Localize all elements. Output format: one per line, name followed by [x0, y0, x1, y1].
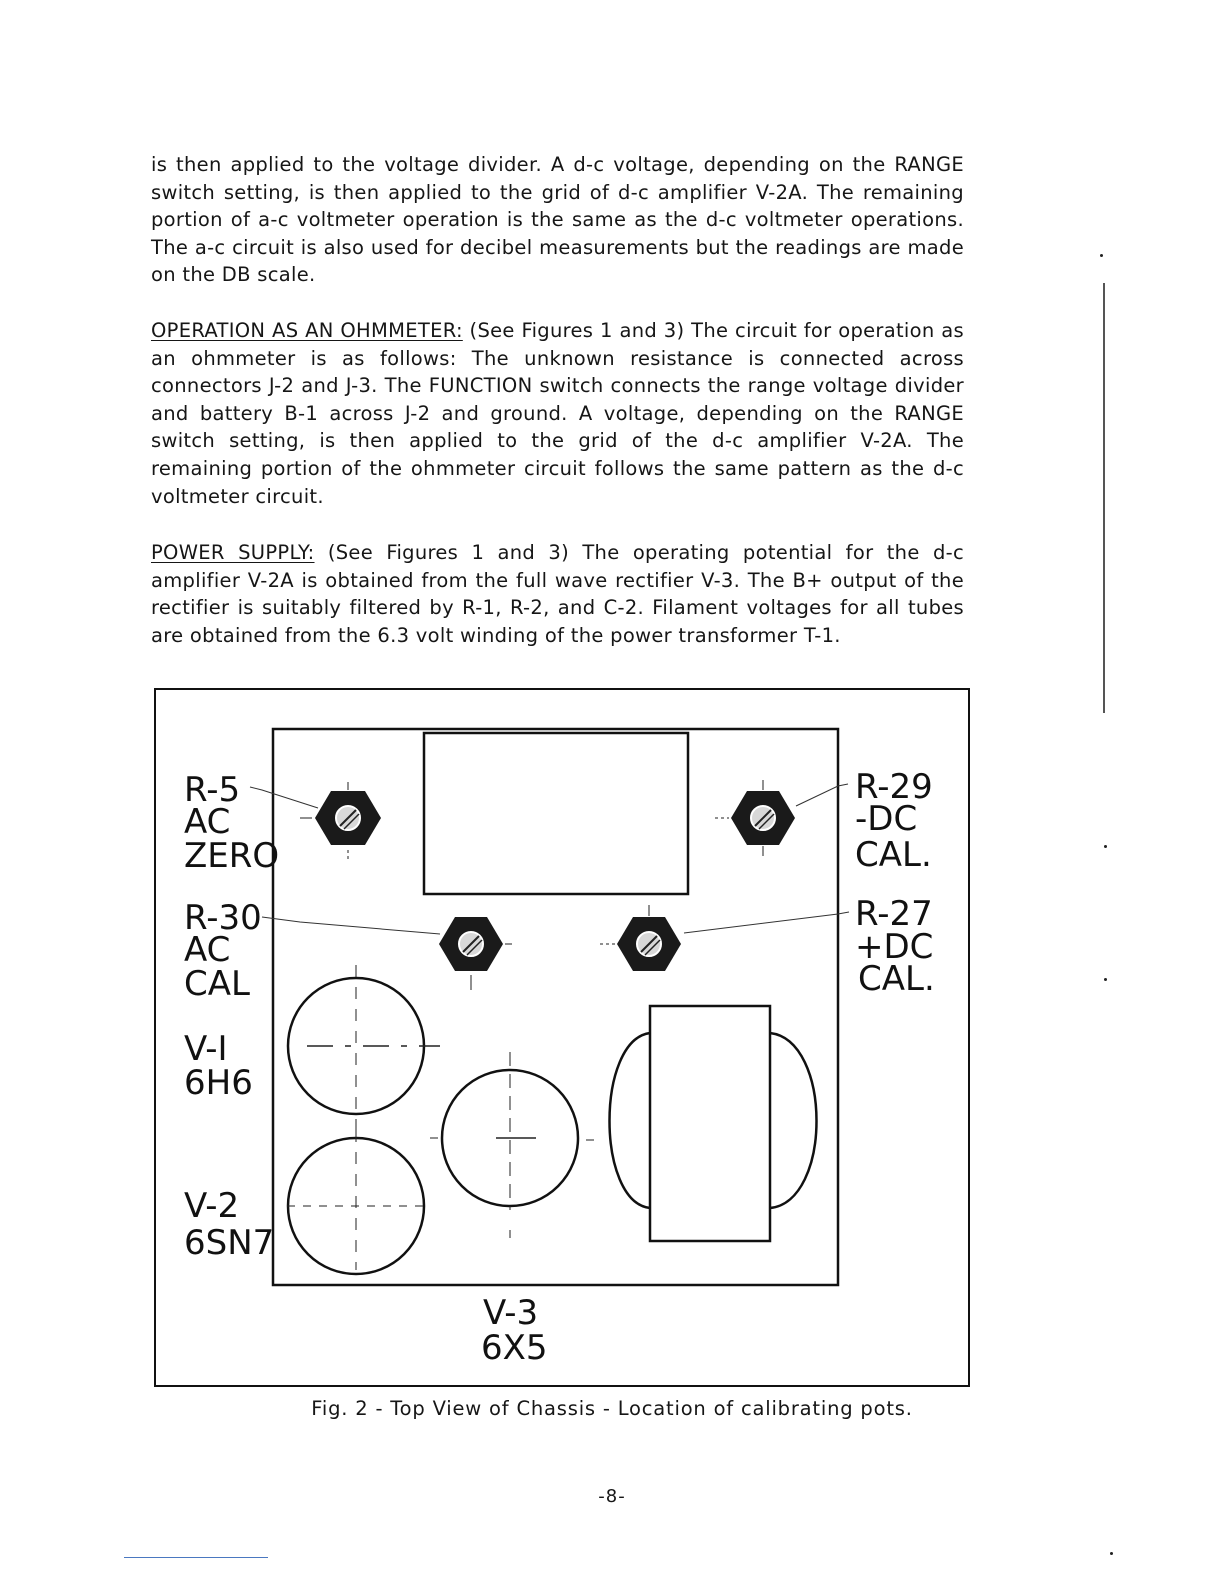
heading-ohmmeter: OPERATION AS AN OHMMETER: — [151, 319, 463, 342]
tube-v1 — [288, 965, 440, 1130]
tube-v3 — [430, 1052, 578, 1238]
figure-caption: Fig. 2 - Top View of Chassis - Location of calibrating pots. — [311, 1397, 913, 1420]
scan-speck — [1104, 978, 1107, 981]
tube-v2 — [287, 1130, 425, 1274]
scan-speck — [1104, 845, 1107, 848]
pot-r27 — [600, 905, 681, 971]
label-r29-line1: R-29 — [855, 767, 933, 807]
label-r27-line3: CAL. — [858, 959, 935, 999]
paragraph-ac-voltmeter-text: is then applied to the voltage divider. A d-c voltage, depending on the RANGE switch setting, is then applied to the grid of d-c amplifier V-2A. The remaining portion of a-c voltmeter operation is the same as the d-c voltmeter operations. The a-c circuit is also used for decibel measurements but the readings are made on the DB scale. — [151, 153, 964, 287]
label-r30-line3: CAL — [184, 964, 250, 1004]
label-r5-line1: R-5 — [184, 770, 241, 810]
pot-r30 — [439, 917, 512, 990]
margin-scan-mark — [1103, 283, 1105, 713]
label-r30-line2: AC — [184, 930, 231, 970]
footer-rule — [124, 1557, 268, 1558]
figure-frame — [155, 689, 969, 1386]
label-v1-line1: V-I — [184, 1029, 228, 1069]
label-v2-line1: V-2 — [184, 1186, 240, 1226]
page-number: -8- — [598, 1486, 626, 1507]
pot-r5 — [300, 782, 381, 862]
heading-power-supply: POWER SUPPLY: — [151, 541, 315, 564]
label-r5-line2: AC — [184, 802, 231, 842]
meter-outline — [424, 733, 688, 894]
paragraph-power-supply-text: (See Figures 1 and 3) The operating potential for the d-c amplifier V-2A is obtained from the full wave rectifier V-3. The B+ output of the rectifier is suitably filtered by R-1, R-2, and C-2. Filament voltages for all tubes are obtained from the 6.3 volt winding of the power transformer T-1. — [151, 541, 964, 647]
label-r27-line2: +DC — [855, 927, 934, 967]
scan-speck — [1110, 1552, 1113, 1555]
label-v3-line1: V-3 — [483, 1293, 539, 1333]
label-r27-line1: R-27 — [855, 894, 933, 934]
label-v2-line2: 6SN7 — [184, 1223, 275, 1263]
label-v3-line2: 6X5 — [481, 1328, 548, 1368]
pot-r29 — [715, 780, 795, 856]
label-r5-line3: ZERO — [184, 836, 280, 876]
label-r29-line2: -DC — [855, 799, 918, 839]
scan-speck — [1100, 254, 1103, 257]
label-v1-line2: 6H6 — [184, 1063, 253, 1103]
transformer-t1 — [586, 1006, 817, 1241]
label-r30-line1: R-30 — [184, 898, 262, 938]
paragraph-ohmmeter-text: (See Figures 1 and 3) The circuit for operation as an ohmmeter is as follows: The unknown resistance is connected across connectors J-2 and J-3. The FUNCTION switch connects the range voltage divider and battery B-1 across J-2 and ground. A voltage, depending on the RANGE switch setting, is then applied to the grid of the d-c amplifier V-2A. The remaining portion of the ohmmeter circuit follows the same pattern as the d-c voltmeter circuit. — [151, 319, 964, 508]
label-r29-line3: CAL. — [855, 835, 932, 875]
